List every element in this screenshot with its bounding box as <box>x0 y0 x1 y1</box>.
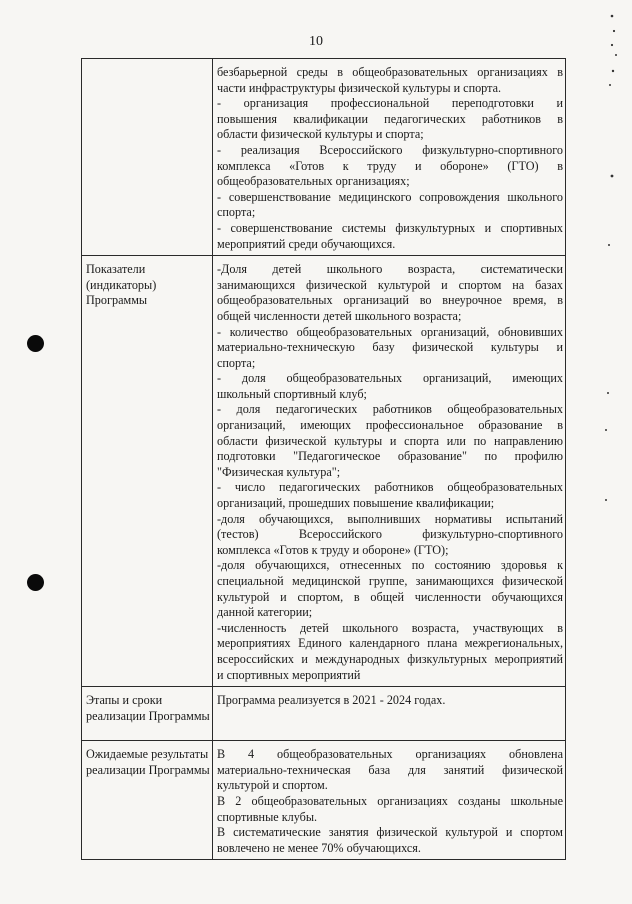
row-label: Ожидаемые результаты реализации Программы <box>82 741 213 860</box>
content-line: общеобразовательных организаций во внеурочное время, в <box>217 293 563 308</box>
row-content <box>213 741 566 860</box>
content-line: - количество общеобразовательных организаций, обновивших <box>217 324 563 339</box>
content-line: -доля обучающихся, выполнивших нормативы испытаний <box>217 511 563 526</box>
content-line: вовлечено не менее 70% обучающихся. <box>217 840 421 855</box>
content-line: материально-техническую базу физической культуры и <box>217 340 563 355</box>
content-line: - совершенствование медицинского сопровождения школьного <box>217 189 563 204</box>
table-row <box>82 687 566 741</box>
content-line: организаций, имеющих профессиональное образование в <box>217 418 563 433</box>
content-line: подготовки "Педагогическое образование" по профилю <box>217 449 563 464</box>
content-line: - доля педагогических работников общеобразовательных <box>217 402 563 417</box>
content-line: школьный спортивный клуб; <box>217 386 367 401</box>
content-line: и спортивных мероприятий <box>217 667 361 682</box>
passport-table <box>81 58 566 860</box>
table-row <box>82 741 566 860</box>
content-line: Программа реализуется в 2021 - 2024 годах. <box>217 693 446 708</box>
content-line: - число педагогических работников общеобразовательных <box>217 480 563 495</box>
row-content <box>213 687 566 741</box>
scan-margin-marks <box>600 0 630 520</box>
row-content <box>213 256 566 687</box>
content-line: -Доля детей школьного возраста, систематически <box>217 262 563 277</box>
content-line: специальной медицинской группе, занимающихся физической <box>217 574 563 588</box>
content-line: части инфраструктуры физической культуры и спорта. <box>217 80 502 95</box>
content-line: спорта; <box>217 355 256 370</box>
content-line: культурой и спортом. <box>217 778 328 793</box>
content-line: мероприятий среди обучающихся. <box>217 236 396 251</box>
content-line: - совершенствование системы физкультурных и спортивных <box>217 220 563 235</box>
row-label: Показатели (индикаторы) Программы <box>82 256 213 687</box>
row-content <box>213 59 566 256</box>
content-line: культурой и спортом, в общей численности обучающихся <box>217 589 563 604</box>
punch-hole <box>27 574 44 591</box>
content-line: комплекса «Готов к труду и обороне» (ГТО); <box>217 542 449 557</box>
row-label: Этапы и сроки реализации Программы <box>82 687 213 741</box>
content-line: материально-техническая база для занятий физической <box>217 762 563 777</box>
content-line: всероссийских и международных физкультурных мероприятий <box>217 651 563 666</box>
content-line: организаций, прошедших повышение квалификации; <box>217 496 495 511</box>
content-line: мероприятиях Единого календарного плана межрегиональных, <box>217 636 563 651</box>
content-line: комплекса «Готов к труду и обороне» (ГТО) в <box>217 158 563 173</box>
content-line: безбарьерной среды в общеобразовательных организациях в <box>217 65 563 79</box>
table-row <box>82 256 566 687</box>
content-line: занимающихся физической культурой и спортом на базах <box>217 277 563 292</box>
punch-hole <box>27 335 44 352</box>
page-number: 10 <box>309 34 323 49</box>
row-label <box>82 59 213 256</box>
content-line: общеобразовательных организациях; <box>217 174 410 189</box>
content-line: области физической культуры и спорта или по направлению <box>217 433 563 448</box>
content-line: спортивные клубы. <box>217 809 318 824</box>
content-line: В систематические занятия физической культурой и спортом <box>217 825 563 840</box>
content-line: - реализация Всероссийского физкультурно-спортивного <box>217 142 563 157</box>
content-line: - организация профессиональной переподготовки и <box>217 96 563 111</box>
table-row <box>82 59 566 256</box>
content-line: данной категории; <box>217 605 313 620</box>
content-line: повышения квалификации педагогических работников в <box>217 111 563 126</box>
content-line: -доля обучающихся, отнесенных по состоянию здоровья к <box>217 558 563 573</box>
content-line: спорта; <box>217 205 256 220</box>
content-line: общей численности детей школьного возраста; <box>217 308 462 323</box>
content-line: В 4 общеобразовательных организациях обновлена <box>217 747 563 762</box>
content-line: - доля общеобразовательных организаций, имеющих <box>217 371 563 386</box>
content-line: области физической культуры и спорта; <box>217 127 424 142</box>
content-line: -численность детей школьного возраста, участвующих в <box>217 620 563 635</box>
content-line: В 2 общеобразовательных организациях созданы школьные <box>217 793 563 808</box>
content-line: "Физическая культура"; <box>217 464 341 479</box>
content-line: (тестов) Всероссийского физкультурно-спортивного <box>217 527 563 542</box>
